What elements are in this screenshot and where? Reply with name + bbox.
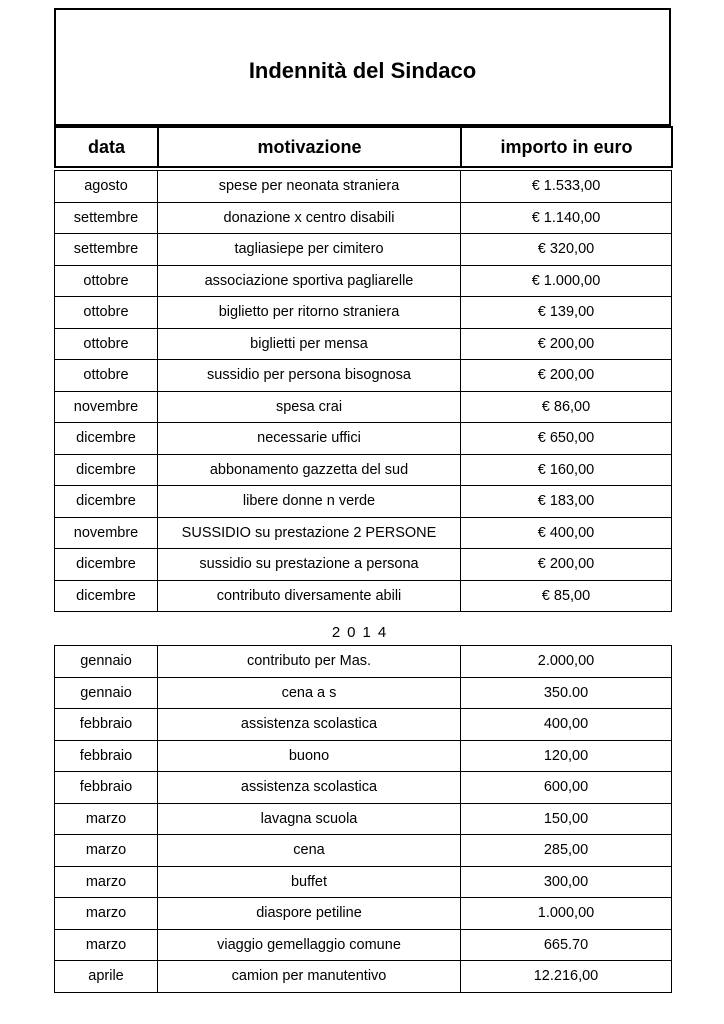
cell-reason: necessarie uffici: [158, 423, 461, 455]
cell-reason: libere donne n verde: [158, 486, 461, 518]
table-row: [55, 391, 672, 423]
cell-reason: biglietto per ritorno straniera: [158, 297, 461, 329]
cell-reason: tagliasiepe per cimitero: [158, 234, 461, 266]
cell-amount: € 1.140,00: [461, 202, 672, 234]
table-row: [55, 646, 672, 678]
cell-date: ottobre: [55, 360, 158, 392]
header-row: [55, 127, 672, 167]
header-date: data: [55, 127, 158, 167]
cell-amount: € 183,00: [461, 486, 672, 518]
table-row: [55, 517, 672, 549]
cell-amount: 300,00: [461, 866, 672, 898]
cell-amount: 1.000,00: [461, 898, 672, 930]
page-title: Indennità del Sindaco: [248, 58, 477, 83]
table-row: [55, 961, 672, 993]
table-row: [55, 549, 672, 581]
cell-date: febbraio: [55, 740, 158, 772]
cell-amount: € 1.000,00: [461, 265, 672, 297]
table-row: [55, 328, 672, 360]
cell-reason: sussidio su prestazione a persona: [158, 549, 461, 581]
cell-amount: € 320,00: [461, 234, 672, 266]
cell-amount: € 200,00: [461, 360, 672, 392]
cell-date: dicembre: [55, 423, 158, 455]
table-row: [55, 297, 672, 329]
cell-reason: SUSSIDIO su prestazione 2 PERSONE: [158, 517, 461, 549]
cell-reason: viaggio gemellaggio comune: [158, 929, 461, 961]
cell-date: dicembre: [55, 486, 158, 518]
table-row: [55, 709, 672, 741]
cell-date: gennaio: [55, 677, 158, 709]
cell-date: settembre: [55, 234, 158, 266]
table-row: [55, 803, 672, 835]
header-amount: importo in euro: [461, 127, 672, 167]
cell-date: ottobre: [55, 297, 158, 329]
table-row: [55, 234, 672, 266]
cell-date: dicembre: [55, 580, 158, 612]
table-2014: [54, 645, 672, 993]
table-row: [55, 454, 672, 486]
cell-reason: donazione x centro disabili: [158, 202, 461, 234]
cell-amount: 285,00: [461, 835, 672, 867]
title-box: [54, 8, 671, 126]
header-table: [54, 126, 673, 168]
cell-reason: spese per neonata straniera: [158, 171, 461, 203]
table-row: [55, 580, 672, 612]
table-row: [55, 866, 672, 898]
table-row: [55, 898, 672, 930]
header-reason: motivazione: [158, 127, 461, 167]
cell-reason: abbonamento gazzetta del sud: [158, 454, 461, 486]
table-row: [55, 423, 672, 455]
cell-reason: assistenza scolastica: [158, 709, 461, 741]
cell-amount: € 650,00: [461, 423, 672, 455]
cell-amount: € 1.533,00: [461, 171, 672, 203]
cell-reason: buono: [158, 740, 461, 772]
table-row: [55, 740, 672, 772]
cell-amount: € 200,00: [461, 328, 672, 360]
cell-reason: camion per manutentivo: [158, 961, 461, 993]
cell-amount: 12.216,00: [461, 961, 672, 993]
cell-amount: 150,00: [461, 803, 672, 835]
cell-date: febbraio: [55, 772, 158, 804]
cell-amount: 2.000,00: [461, 646, 672, 678]
cell-reason: cena: [158, 835, 461, 867]
cell-reason: spesa crai: [158, 391, 461, 423]
cell-amount: 665.70: [461, 929, 672, 961]
table-row: [55, 929, 672, 961]
cell-amount: € 400,00: [461, 517, 672, 549]
cell-reason: associazione sportiva pagliarelle: [158, 265, 461, 297]
cell-date: marzo: [55, 866, 158, 898]
cell-amount: 350.00: [461, 677, 672, 709]
cell-date: marzo: [55, 929, 158, 961]
cell-amount: € 139,00: [461, 297, 672, 329]
cell-date: ottobre: [55, 328, 158, 360]
cell-date: aprile: [55, 961, 158, 993]
table-2013: [54, 170, 672, 612]
cell-date: dicembre: [55, 549, 158, 581]
cell-date: settembre: [55, 202, 158, 234]
table-row: [55, 677, 672, 709]
cell-amount: 400,00: [461, 709, 672, 741]
cell-reason: contributo diversamente abili: [158, 580, 461, 612]
table-row: [55, 171, 672, 203]
cell-reason: biglietti per mensa: [158, 328, 461, 360]
cell-date: novembre: [55, 517, 158, 549]
table-row: [55, 202, 672, 234]
cell-reason: diaspore petiline: [158, 898, 461, 930]
cell-reason: sussidio per persona bisognosa: [158, 360, 461, 392]
cell-date: ottobre: [55, 265, 158, 297]
cell-date: febbraio: [55, 709, 158, 741]
cell-reason: buffet: [158, 866, 461, 898]
cell-amount: 120,00: [461, 740, 672, 772]
cell-date: marzo: [55, 835, 158, 867]
cell-date: gennaio: [55, 646, 158, 678]
cell-reason: contributo per Mas.: [158, 646, 461, 678]
table-row: [55, 360, 672, 392]
cell-date: novembre: [55, 391, 158, 423]
cell-reason: lavagna scuola: [158, 803, 461, 835]
cell-amount: € 200,00: [461, 549, 672, 581]
year-label: 2014: [331, 624, 394, 641]
cell-reason: cena a s: [158, 677, 461, 709]
table-row: [55, 486, 672, 518]
table-row: [55, 265, 672, 297]
cell-amount: 600,00: [461, 772, 672, 804]
cell-amount: € 160,00: [461, 454, 672, 486]
table-row: [55, 835, 672, 867]
cell-date: agosto: [55, 171, 158, 203]
cell-amount: € 85,00: [461, 580, 672, 612]
cell-reason: assistenza scolastica: [158, 772, 461, 804]
cell-amount: € 86,00: [461, 391, 672, 423]
cell-date: marzo: [55, 898, 158, 930]
cell-date: dicembre: [55, 454, 158, 486]
table-row: [55, 772, 672, 804]
cell-date: marzo: [55, 803, 158, 835]
